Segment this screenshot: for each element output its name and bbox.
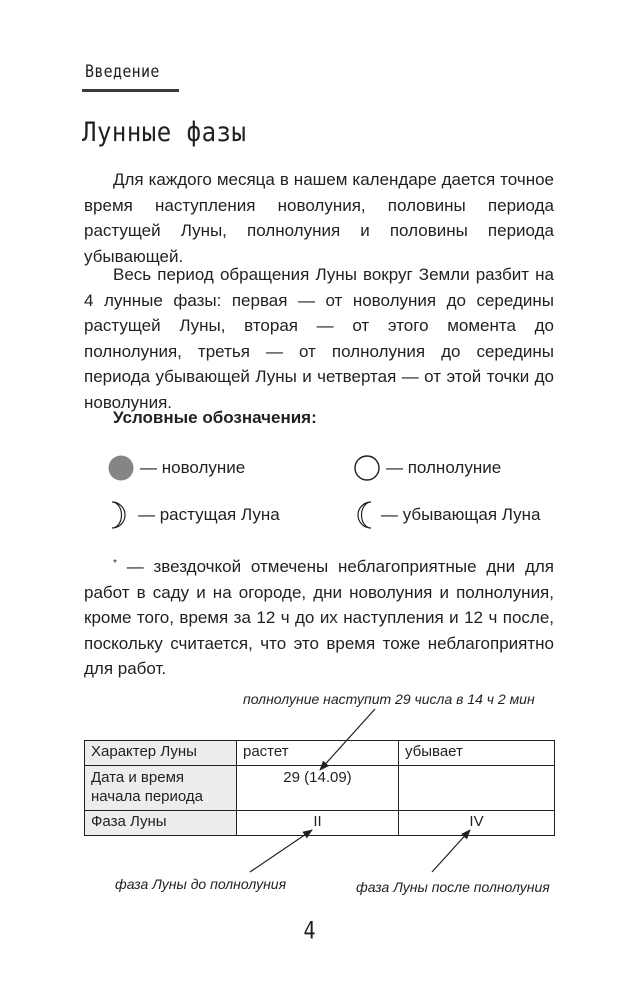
legend-label-new-moon: — новолуние [140, 458, 246, 477]
page-number: 4 [303, 915, 316, 945]
table-cell: IV [399, 811, 555, 836]
legend-label-waxing-moon: — растущая Луна [138, 505, 280, 524]
arrow-to-date [320, 709, 375, 770]
legend-label-waning-moon: — убывающая Луна [381, 505, 541, 524]
annotation-before-full-moon: фаза Луны до полнолуния [115, 876, 287, 892]
section-title: Лунные фазы [82, 116, 247, 148]
table-cell: растет [237, 741, 399, 766]
table-cell: Фаза Луны [85, 811, 237, 836]
table-cell: Характер Луны [85, 741, 237, 766]
table-cell: II [237, 811, 399, 836]
arrow-to-phase-iv [432, 830, 470, 872]
footnote-mark: * [113, 558, 117, 569]
footnote-text: — звездочкой отмечены неблагоприятные дни для работ в саду и на огороде, дни новолуния и полнолуния, кроме того, время за 12 ч до их наступления и 12 ч после, поскольку считается, что это время тоже неблагоприятно для работ. [84, 557, 554, 678]
annotation-full-moon-time: полнолуние наступит 29 числа в 14 ч 2 мин [243, 691, 535, 707]
paragraph-1: Для каждого месяца в нашем календаре дается точное время наступления новолуния, половины периода растущей Луны, полнолуния и половины периода убывающей. [84, 170, 554, 266]
table-cell: убывает [399, 741, 555, 766]
running-header: Введение [85, 60, 160, 82]
legend-title: Условные обозначения: [113, 408, 317, 427]
table-cell: Дата и время начала периода [85, 766, 237, 811]
arrow-to-phase-ii [250, 830, 312, 872]
annotation-after-full-moon: фаза Луны после полнолуния [356, 879, 550, 895]
paragraph-2: Весь период обращения Луны вокруг Земли разбит на 4 лунные фазы: первая — от новолуния до середины растущей Луны, вторая — от этого момента до полнолуния, третья — от полнолуния до середины периода убывающей Луны и четвертая — от этой точки до новолуния. [84, 265, 554, 412]
table-cell: 29 (14.09) [237, 766, 399, 811]
legend-label-full-moon: — полнолуние [386, 458, 502, 477]
